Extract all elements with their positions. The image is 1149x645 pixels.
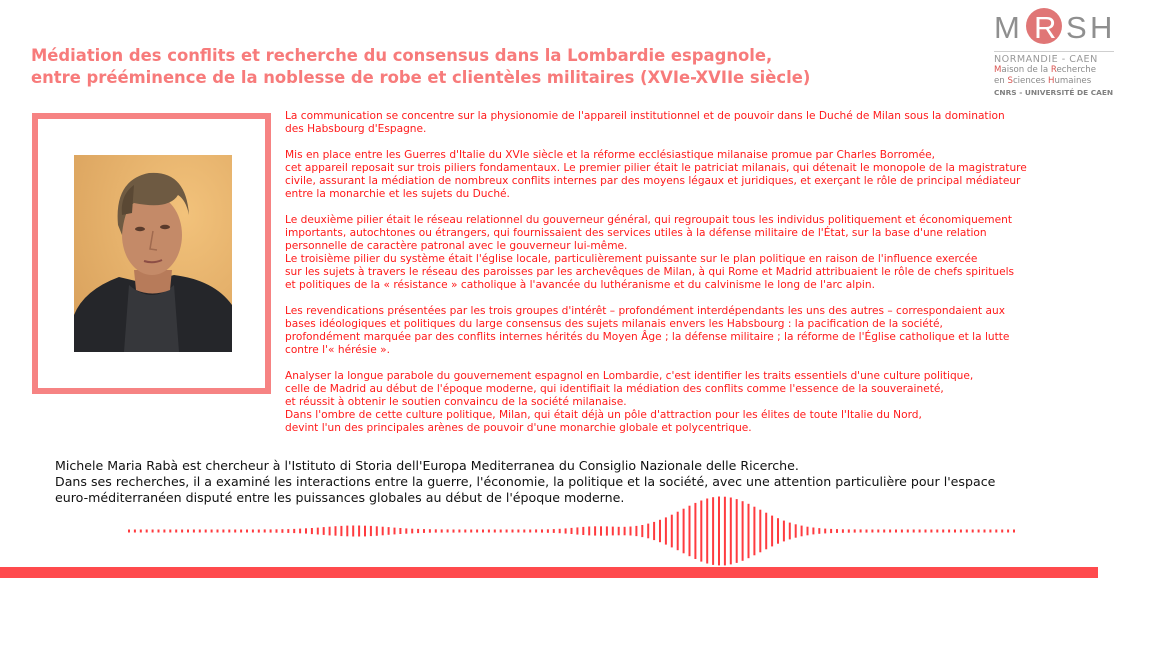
waveform-bar [836, 529, 838, 533]
waveform-bar [411, 529, 413, 534]
waveform-bar [671, 515, 673, 548]
waveform-bar [217, 530, 219, 533]
waveform-bar [529, 530, 531, 533]
waveform-bar [258, 530, 260, 533]
waveform-bar [783, 521, 785, 542]
waveform-bar [576, 527, 578, 534]
waveform-bar [222, 530, 224, 533]
logo-initial: R [1050, 65, 1057, 75]
waveform-bar [972, 530, 974, 533]
waveform-bar [565, 528, 567, 533]
waveform-bar [246, 530, 248, 533]
waveform-bar [429, 529, 431, 533]
logo-text: echerche [1056, 65, 1097, 75]
speaker-portrait-illustration [74, 155, 232, 352]
waveform-bar [753, 507, 755, 556]
waveform-bar [824, 529, 826, 534]
waveform-bar [771, 516, 773, 547]
waveform-bar [517, 530, 519, 533]
waveform-bar [960, 530, 962, 533]
waveform-bar [205, 530, 207, 533]
logo-initial: M [994, 65, 1002, 75]
waveform-bar [718, 497, 720, 566]
waveform-bar [470, 530, 472, 533]
waveform-bar [984, 530, 986, 533]
waveform-bar [848, 529, 850, 532]
waveform-bar [140, 530, 142, 533]
waveform-bar [641, 525, 643, 537]
waveform-bar [700, 501, 702, 562]
waveform-bar [689, 506, 691, 557]
waveform-bar [453, 530, 455, 533]
waveform-bar [287, 529, 289, 533]
waveform-bar [240, 530, 242, 533]
waveform-bar [789, 523, 791, 540]
waveform-bar [925, 530, 927, 533]
waveform-bar [405, 528, 407, 533]
waveform-bar [683, 509, 685, 554]
waveform-bar [399, 528, 401, 534]
bio-line-1: Michele Maria Rabà est chercheur à l'Istituto di Storia dell'Europa Mediterranea du Consiglio Nazionale delle Ricerche. [55, 458, 799, 473]
waveform-bar [854, 529, 856, 532]
abstract-paragraph-1: La communication se concentre sur la physionomie de l'appareil institutionnel et de pouvoir dans le Duché de Milan sous la domination des Habsbourg d'Espagne. [285, 110, 1005, 135]
waveform-bar [323, 527, 325, 535]
waveform-bar [476, 530, 478, 533]
waveform-bar [712, 497, 714, 565]
logo-text: ciences [1012, 76, 1049, 86]
waveform-bar [382, 527, 384, 536]
logo-cnrs-line: CNRS - UNIVERSITÉ DE CAEN [994, 88, 1114, 97]
waveform-bar [175, 530, 177, 533]
waveform-bar [1007, 530, 1009, 533]
waveform-bar [364, 526, 366, 537]
logo-letter-s: S [1066, 10, 1087, 45]
waveform-bar [494, 530, 496, 533]
waveform-bar [665, 517, 667, 544]
waveform-bar [535, 529, 537, 532]
waveform-bar [193, 530, 195, 533]
waveform-bar [995, 530, 997, 533]
logo-sciences-line [994, 76, 1114, 87]
waveform-bar [765, 513, 767, 550]
waveform-bar [346, 526, 348, 537]
waveform-bar [706, 499, 708, 564]
logo-letter-m: M [994, 10, 1020, 45]
waveform-bar [724, 497, 726, 566]
waveform-bar [842, 529, 844, 533]
waveform-bar [606, 526, 608, 535]
waveform-bar [559, 529, 561, 533]
waveform-bar [128, 530, 130, 533]
waveform-bar [441, 529, 443, 532]
waveform-bar [807, 527, 809, 536]
waveform-bar [134, 530, 136, 533]
waveform-bar [818, 528, 820, 534]
speaker-photo [74, 155, 232, 352]
waveform-bar [464, 530, 466, 533]
logo-letter-r: R [1034, 10, 1057, 45]
waveform-bar [146, 530, 148, 533]
waveform-bar [895, 530, 897, 533]
abstract-paragraph-3: Le deuxième pilier était le réseau relationnel du gouverneur général, qui regroupait tous les individus politiquement et économiquement importants, autochtones ou étrangers, qui fournissaient des services utiles à la défense militaire de l'État, sur la base d'une relation personnelle de caractère patronal avec le gouverneur lui-même. [285, 214, 1013, 252]
waveform-bar [370, 526, 372, 536]
bio-line-2: Dans ses recherches, il a examiné les interactions entre la guerre, l'économie, la politique et la société, avec une attention particulière pour l'espace [55, 474, 996, 489]
waveform-bar [276, 529, 278, 532]
waveform-bar [913, 530, 915, 533]
waveform-bar [907, 530, 909, 533]
waveform-bar [512, 530, 514, 533]
waveform-bar [930, 530, 932, 533]
waveform-bar [600, 526, 602, 535]
abstract-paragraph-2: Mis en place entre les Guerres d'Italie du XVIe siècle et la réforme ecclésiastique milanaise promue par Charles Borromée, cet appareil reposait sur trois piliers fondamentaux. Le premier pilier était le patriciat milanais, qui détenait le monopole de la magistrature civile, assurant la médiation de nombreux conflits internes par des moyens légaux et juridiques, et exerçant le rôle de principal médiateur entre la monarchie et les sujets du Duché. [285, 149, 1027, 200]
waveform-bar [423, 529, 425, 533]
logo-normandie-caen: NORMANDIE - CAEN [994, 51, 1114, 65]
waveform-bar [919, 530, 921, 533]
waveform-bar [966, 530, 968, 533]
waveform-bar [228, 530, 230, 533]
waveform-bar [942, 530, 944, 533]
waveform-bar [500, 530, 502, 533]
waveform-bar [305, 528, 307, 533]
waveform-bar [317, 528, 319, 535]
waveform-bar [647, 524, 649, 539]
waveform-bar [795, 524, 797, 537]
waveform-bar [547, 529, 549, 533]
logo-mark [994, 8, 1114, 48]
abstract-paragraph-5: Les revendications présentées par les trois groupes d'intérêt – profondément interdépendants les uns des autres – correspondaient aux bases idéologiques et politiques du large consensus des sujets milanais envers les Habsbourg : la pacification de la société, profondément marquée par des conflits internes hérités du Moyen Âge ; la défense militaire ; la réforme de l'Église catholique et la lutte contre l'« hérésie ». [285, 305, 1010, 356]
abstract-paragraph-6: Analyser la longue parabole du gouvernement espagnol en Lombardie, c'est identifier les traits essentiels d'une culture politique, celle de Madrid au début de l'époque moderne, qui identifiait la médiation des conflits comme l'essence de la souveraineté, et réussit à obtenir le soutien convaincu de la société milanaise. [285, 370, 974, 408]
logo-maison-line [994, 65, 1114, 76]
waveform-bar [630, 527, 632, 536]
waveform-bar [488, 530, 490, 533]
bottom-accent-bar [0, 567, 1098, 578]
waveform-bar [936, 530, 938, 533]
waveform-bar [866, 530, 868, 533]
waveform-bar [948, 530, 950, 533]
waveform-bar [618, 527, 620, 536]
page-title [31, 45, 931, 89]
waveform-bar [388, 527, 390, 535]
waveform-bar [694, 503, 696, 559]
waveform-bar [889, 530, 891, 533]
waveform-bar [588, 527, 590, 536]
waveform-bar [624, 527, 626, 536]
waveform-bar [329, 527, 331, 536]
waveform-bar [659, 520, 661, 542]
waveform-bar [181, 530, 183, 533]
waveform-bar [299, 529, 301, 534]
waveform-bar [801, 526, 803, 537]
waveform-bar [877, 530, 879, 533]
mrsh-logo [994, 8, 1114, 98]
waveform-bar [358, 526, 360, 537]
waveform-bar [352, 526, 354, 537]
waveform-bar [653, 522, 655, 540]
waveform-bar [860, 529, 862, 532]
bio-line-3: euro-méditerranéen disputé entre les puissances globales au début de l'époque moderne. [55, 490, 625, 505]
waveform-bar [612, 527, 614, 536]
waveform-bar [830, 529, 832, 533]
waveform-bar [541, 529, 543, 532]
waveform-bar [482, 530, 484, 533]
waveform-bar [594, 526, 596, 535]
logo-text: aison de la [1001, 65, 1051, 75]
waveform-bar [163, 530, 165, 533]
abstract-text [285, 110, 1055, 448]
waveform-bar [211, 530, 213, 533]
waveform-bar [199, 530, 201, 533]
logo-text: umaines [1054, 76, 1092, 86]
waveform-bar [340, 526, 342, 536]
waveform-bar [281, 529, 283, 533]
waveform-bar [730, 498, 732, 565]
waveform-bar [523, 530, 525, 533]
waveform-bar [736, 499, 738, 563]
waveform-bar [169, 530, 171, 533]
waveform-bar [978, 530, 980, 533]
waveform-bar [270, 529, 272, 532]
waveform-bar [1013, 530, 1015, 533]
waveform-bar [571, 528, 573, 534]
waveform-bar [742, 501, 744, 561]
logo-text: en [994, 76, 1008, 86]
waveform-bar [1001, 530, 1003, 533]
waveform-bar [264, 529, 266, 532]
waveform-bar [293, 529, 295, 533]
waveform-bar [871, 530, 873, 533]
title-line-2: entre prééminence de la noblesse de robe et clientèles militaires (XVIe-XVIIe siècle) [31, 68, 811, 87]
logo-initial: S [1007, 76, 1013, 86]
waveform-bar [394, 528, 396, 535]
waveform-bar [376, 526, 378, 536]
waveform-bar [158, 530, 160, 533]
waveform-bar [777, 518, 779, 544]
waveform-bar [883, 530, 885, 533]
waveform-bar [553, 529, 555, 533]
waveform-bar [335, 526, 337, 536]
waveform-bar [989, 530, 991, 533]
waveform-bar [812, 528, 814, 535]
waveform-bar [447, 529, 449, 532]
abstract-paragraph-4: Le troisième pilier du système était l'église locale, particulièrement puissante sur le plan politique en raison de l'influence exercée sur les sujets à travers le réseau des paroisses par les archevêques de Milan, à qui Rome et Madrid attribuaient le rôle de chefs spirituels et politiques de la « résistance » catholique à l'avancée du luthéranisme et du calvinisme le long de l'arc alpin. [285, 253, 1015, 291]
waveform-bar [635, 526, 637, 536]
waveform-bar [954, 530, 956, 533]
portrait-frame [32, 113, 271, 394]
waveform-bar [759, 510, 761, 553]
logo-letter-h: H [1090, 10, 1113, 45]
waveform-bar [435, 529, 437, 532]
waveform-bar [187, 530, 189, 533]
waveform-bar [152, 530, 154, 533]
audio-waveform-decoration [0, 490, 1149, 570]
waveform-bar [901, 530, 903, 533]
waveform-bar [582, 527, 584, 535]
title-line-1: Médiation des conflits et recherche du consensus dans la Lombardie espagnole, [31, 46, 773, 65]
waveform-bar [417, 529, 419, 533]
waveform-bar [748, 504, 750, 558]
waveform-bar [506, 530, 508, 533]
waveform-bar [234, 530, 236, 533]
waveform-bar [458, 530, 460, 533]
waveform-bar [311, 528, 313, 534]
waveform-bar [252, 530, 254, 533]
waveform-bar [677, 512, 679, 551]
abstract-paragraph-7: Dans l'ombre de cette culture politique, Milan, qui était déjà un pôle d'attraction pour les élites de toute l'Italie du Nord, devint l'un des principales arènes de pouvoir d'une monarchie globale et polycentrique. [285, 409, 922, 434]
logo-initial: H [1048, 76, 1055, 86]
